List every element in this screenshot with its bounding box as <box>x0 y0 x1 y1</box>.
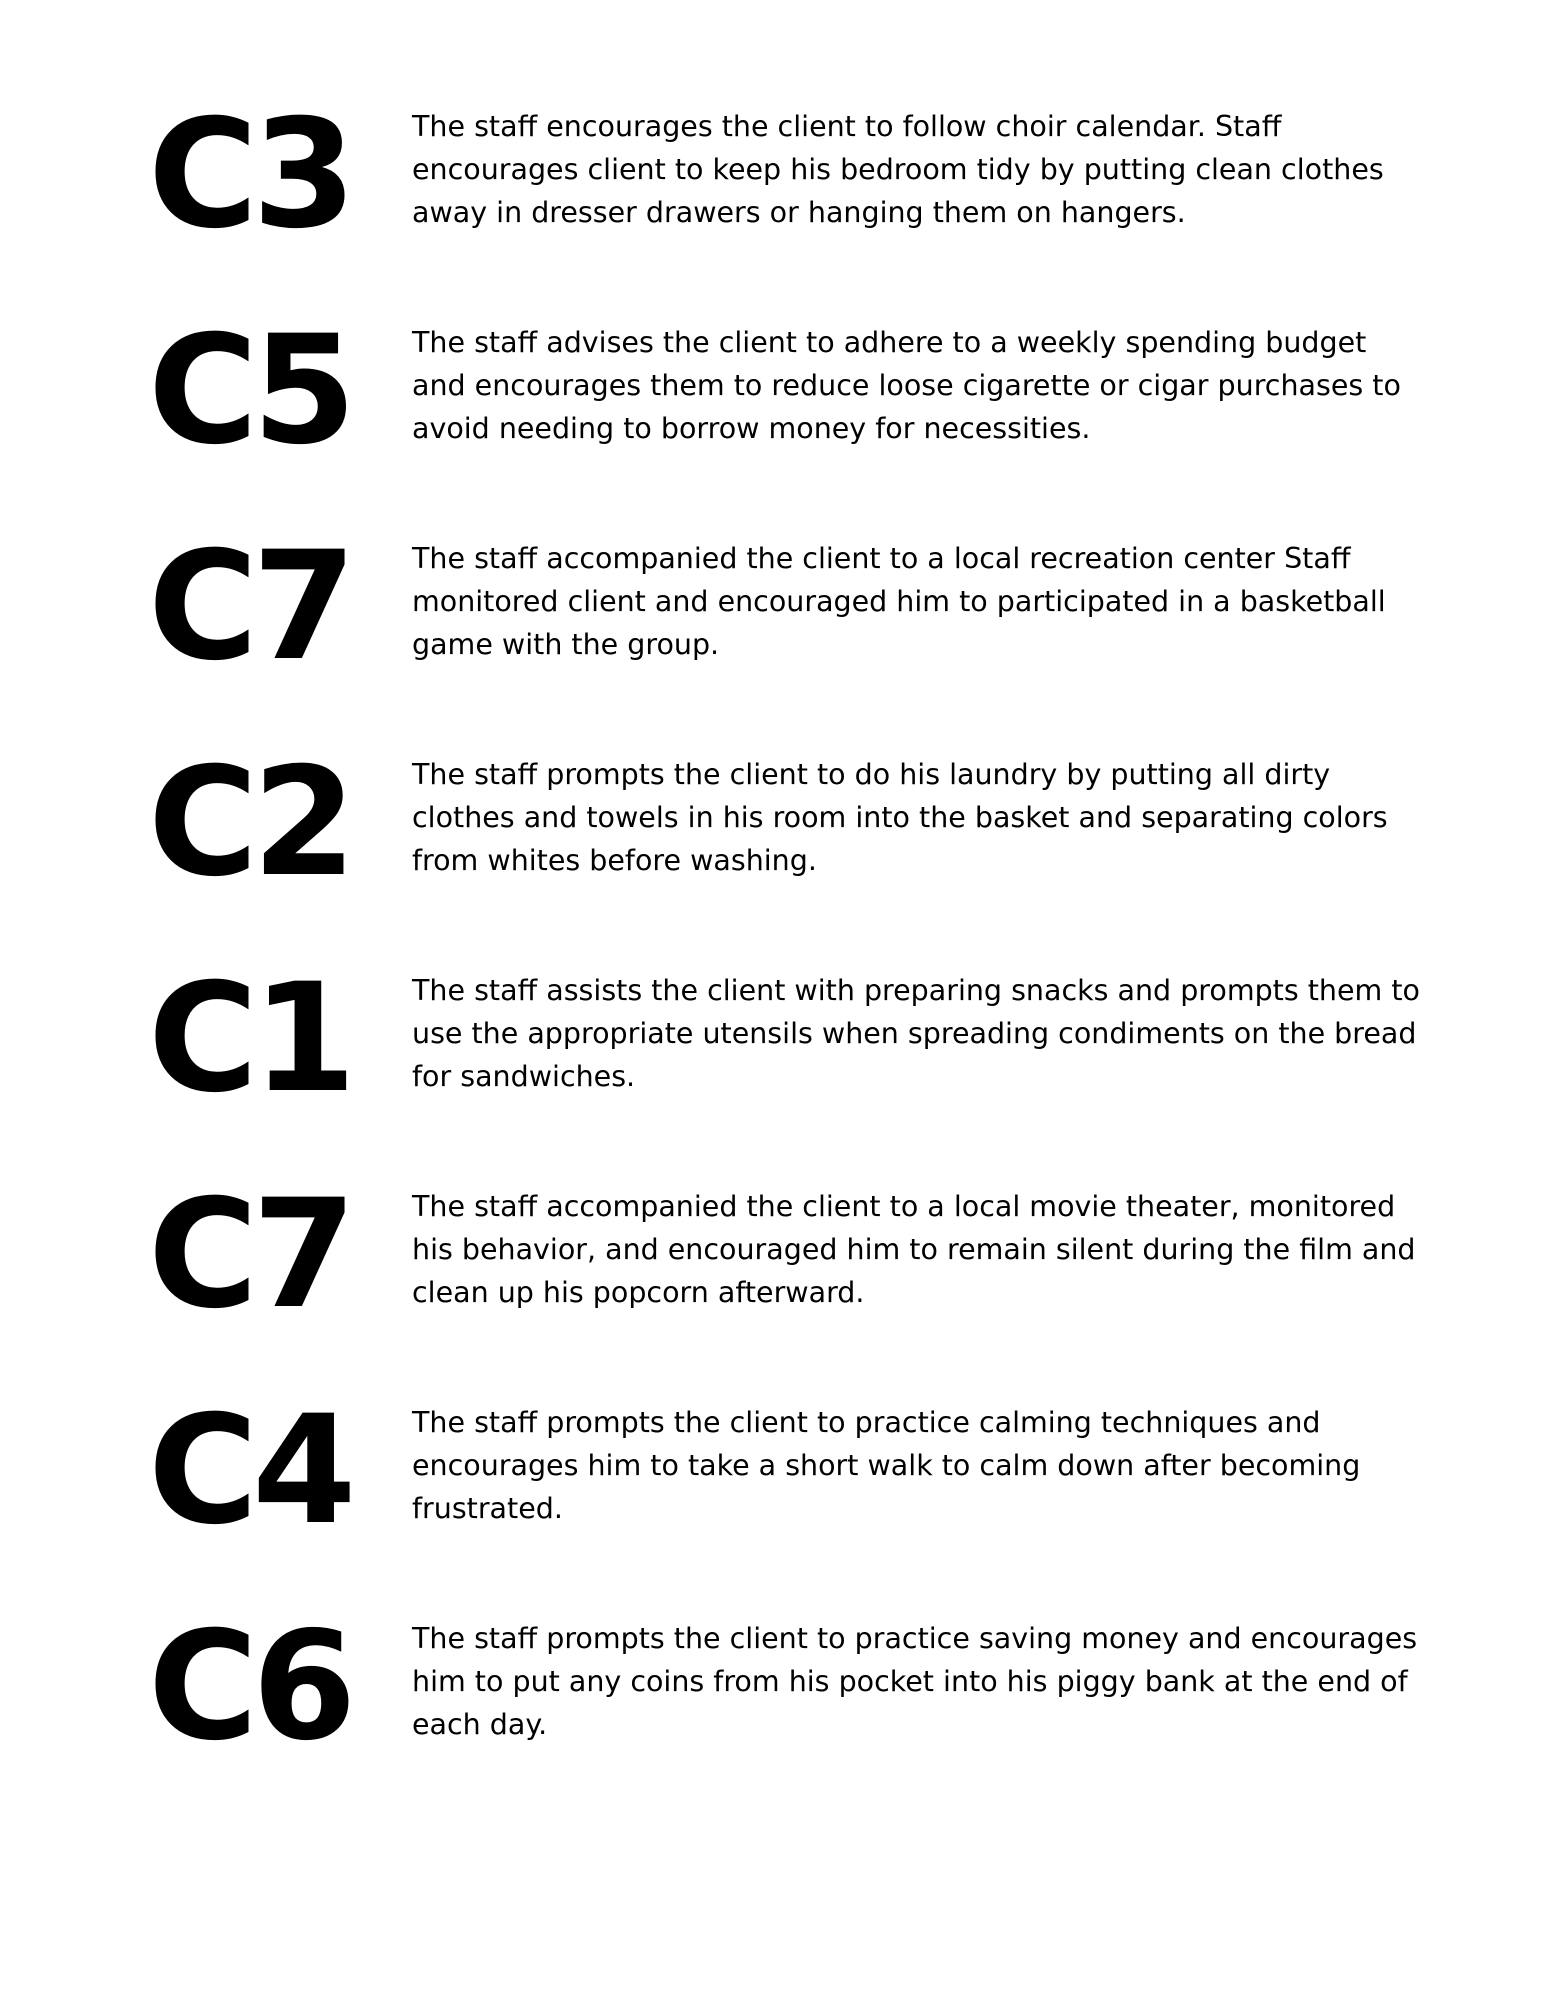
entry-code: C6 <box>148 1600 351 1774</box>
entry-description: The staff assists the client with preparing snacks and prompts them to use the appropriate utensils when spreading condiments on the bread for sandwiches. <box>412 974 1420 1093</box>
entry-item <box>0 304 1545 481</box>
entry-code: C4 <box>148 1384 351 1558</box>
entry-description: The staff prompts the client to do his laundry by putting all dirty clothes and towels in his room into the basket and separating colors from whites before washing. <box>412 758 1388 877</box>
entry-item <box>0 1168 1545 1345</box>
entry-code: C2 <box>148 736 351 910</box>
entry-description: The staff advises the client to adhere to a weekly spending budget and encourages them to reduce loose cigarette or cigar purchases to avoid needing to borrow money for necessities. <box>412 326 1401 445</box>
entry-code: C7 <box>148 520 351 694</box>
entry-item <box>0 1600 1545 1777</box>
entry-code: C3 <box>148 88 351 262</box>
entry-description: The staff accompanied the client to a local recreation center Staff monitored client and encouraged him to participated in a basketball game with the group. <box>412 542 1386 661</box>
entry-description: The staff accompanied the client to a local movie theater, monitored his behavior, and encouraged him to remain silent during the film and clean up his popcorn afterward. <box>412 1190 1416 1309</box>
entry-code: C1 <box>148 952 351 1126</box>
entry-item <box>0 952 1545 1129</box>
entry-item <box>0 736 1545 913</box>
entry-item <box>0 88 1545 265</box>
entry-description: The staff prompts the client to practice saving money and encourages him to put any coins from his pocket into his piggy bank at the end of each day. <box>412 1622 1418 1741</box>
entry-description: The staff prompts the client to practice calming techniques and encourages him to take a short walk to calm down after becoming frustrated. <box>412 1406 1361 1525</box>
entry-description: The staff encourages the client to follow choir calendar. Staff encourages client to keep his bedroom tidy by putting clean clothes away in dresser drawers or hanging them on hangers. <box>412 110 1384 229</box>
entry-code: C7 <box>148 1168 351 1342</box>
entry-code: C5 <box>148 304 351 478</box>
entry-item <box>0 520 1545 697</box>
entry-item <box>0 1384 1545 1561</box>
